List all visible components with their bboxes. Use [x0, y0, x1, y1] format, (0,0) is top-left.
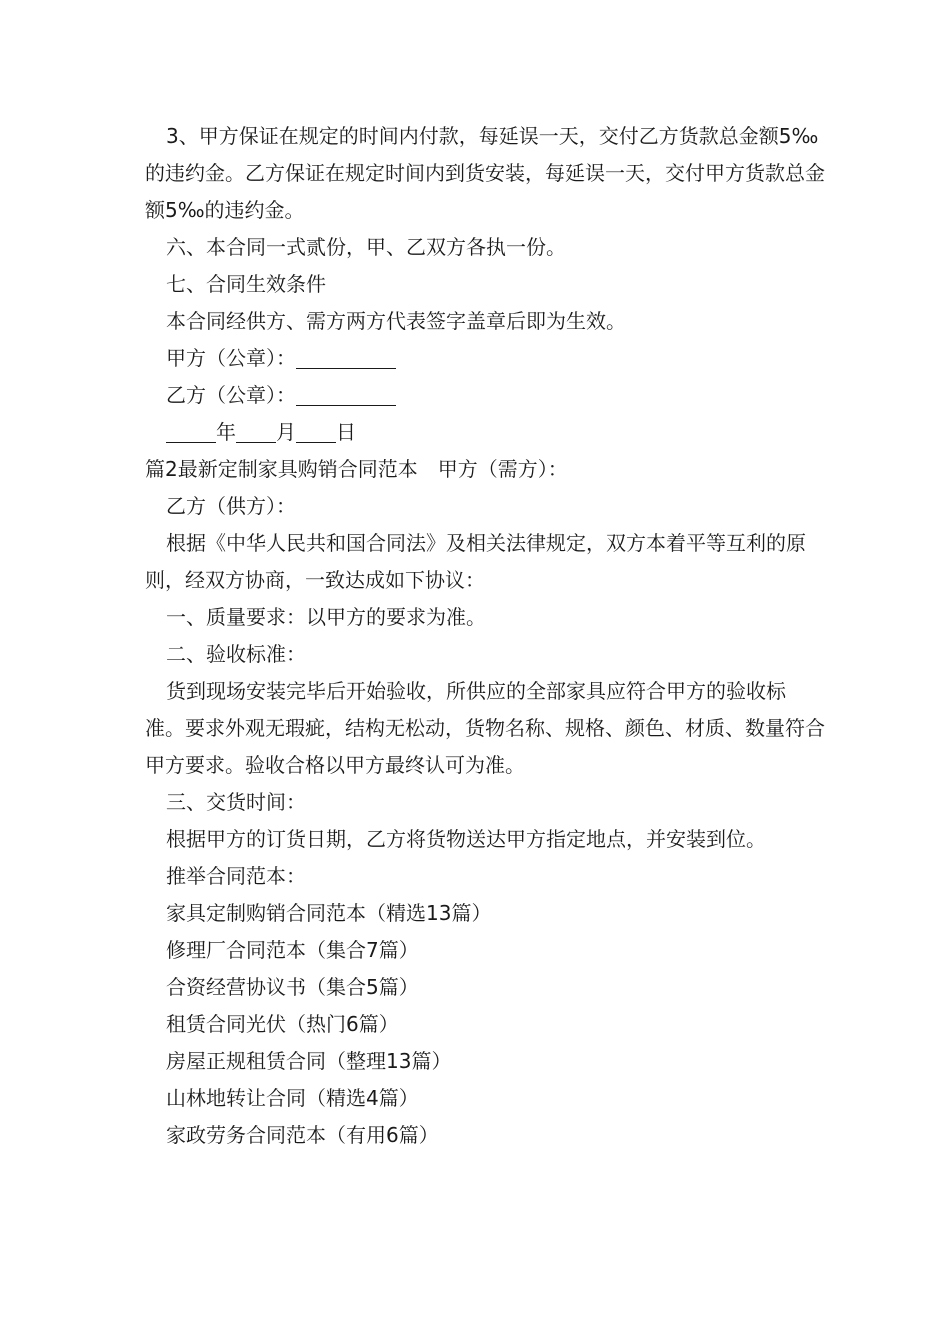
signature-party-b [145, 377, 825, 414]
clause-acceptance-text: 货到现场安装完毕后开始验收，所供应的全部家具应符合甲方的验收标准。要求外观无瑕疵，结构无松动，货物名称、规格、颜色、材质、数量符合甲方要求。验收合格以甲方最终认可为准。 [145, 679, 825, 777]
signature-date [145, 414, 825, 451]
party-b-supplier: 乙方（供方）： [166, 494, 296, 518]
clause-acceptance-heading: 二、验收标准： [166, 642, 306, 666]
recommended-item[interactable]: 修理厂合同范本（集合7篇） [166, 938, 419, 962]
year-blank [166, 420, 216, 443]
day-label: 日 [336, 420, 356, 444]
recommended-item[interactable]: 房屋正规租赁合同（整理13篇） [166, 1049, 452, 1073]
document-body [145, 118, 825, 1154]
party-a-label: 甲方（公章）： [166, 346, 296, 370]
clause-delivery-heading: 三、交货时间： [166, 790, 306, 814]
signature-party-a [145, 340, 825, 377]
recommended-item[interactable]: 家政劳务合同范本（有用6篇） [166, 1123, 439, 1147]
clause-effective-text: 本合同经供方、需方两方代表签字盖章后即为生效。 [166, 309, 626, 333]
recommended-heading: 推举合同范本： [166, 864, 306, 888]
month-label: 月 [276, 420, 296, 444]
party-b-label: 乙方（公章）： [166, 383, 296, 407]
recommended-item[interactable]: 山林地转让合同（精选4篇） [166, 1086, 419, 1110]
day-blank [296, 420, 336, 443]
month-blank [236, 420, 276, 443]
preamble: 根据《中华人民共和国合同法》及相关法律规定，双方本着平等互利的原则，经双方协商，一致达成如下协议： [145, 531, 806, 592]
recommended-list [145, 895, 825, 1154]
recommended-item[interactable]: 租赁合同光伏（热门6篇） [166, 1012, 399, 1036]
clause-quality: 一、质量要求：以甲方的要求为准。 [166, 605, 486, 629]
year-label: 年 [216, 420, 236, 444]
clause-delivery-text: 根据甲方的订货日期，乙方将货物送达甲方指定地点，并安装到位。 [166, 827, 766, 851]
recommended-item[interactable]: 合资经营协议书（集合5篇） [166, 975, 419, 999]
party-b-blank [296, 383, 396, 406]
clause-penalty: 3、甲方保证在规定的时间内付款，每延误一天，交付乙方货款总金额5‰的违约金。乙方保证在规定时间内到货安装，每延误一天，交付甲方货款总金额5‰的违约金。 [145, 124, 825, 222]
clause-copies: 六、本合同一式贰份，甲、乙双方各执一份。 [166, 235, 566, 259]
section-title-part2: 篇2最新定制家具购销合同范本 甲方（需方）： [145, 457, 568, 481]
recommended-item[interactable]: 家具定制购销合同范本（精选13篇） [166, 901, 492, 925]
party-a-blank [296, 346, 396, 369]
clause-effective-heading: 七、合同生效条件 [166, 272, 326, 296]
